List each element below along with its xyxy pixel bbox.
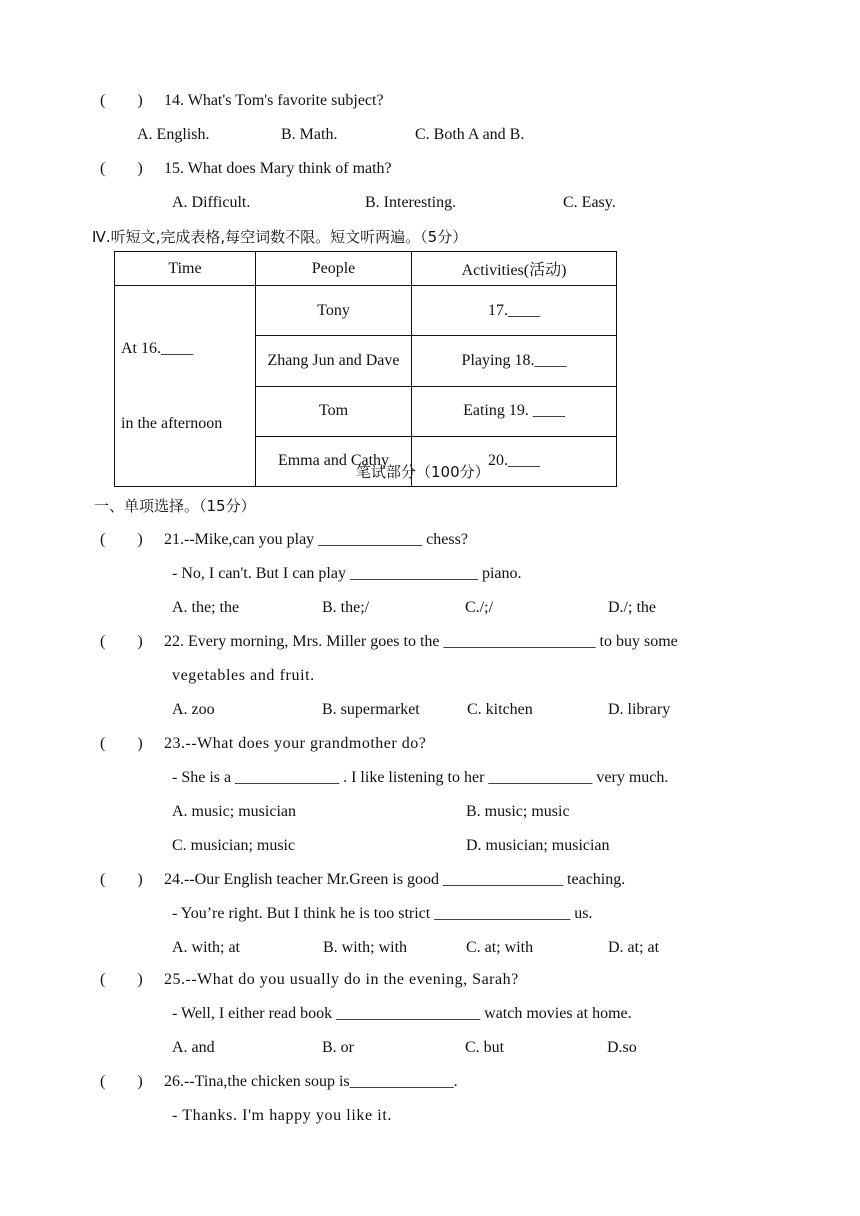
question-26-stem: 26.--Tina,the chicken soup is_____________. [164, 1073, 458, 1090]
table-header-activities: Activities(活动) [412, 252, 617, 286]
q23-option-c: C. musician; music [172, 837, 296, 854]
q25-option-c: C. but [465, 1039, 505, 1056]
q24-option-b: B. with; with [323, 939, 408, 956]
table-header-row [115, 252, 617, 286]
answer-paren-23: ( ) [100, 735, 143, 752]
question-26-reply: - Thanks. I'm happy you like it. [172, 1107, 392, 1124]
q15-option-b: B. Interesting. [365, 194, 457, 211]
q21-option-c: C./;/ [465, 599, 494, 616]
activity-cell: 20.____ [412, 436, 617, 486]
question-24-reply: - You’re right. But I think he is too strict _________________ us. [172, 905, 593, 922]
question-22-line2: vegetables and fruit. [172, 667, 315, 684]
q23-option-b: B. music; music [466, 803, 570, 820]
q25-option-a: A. and [172, 1039, 215, 1056]
question-15-stem: 15. What does Mary think of math? [164, 160, 392, 177]
question-21-reply: - No, I can't. But I can play ________________ piano. [172, 565, 522, 582]
question-23-stem: 23.--What does your grandmother do? [164, 735, 427, 752]
question-14-stem: 14. What's Tom's favorite subject? [164, 92, 384, 109]
question-22-stem: 22. Every morning, Mrs. Miller goes to the ___________________ to buy some [164, 633, 678, 650]
q15-option-c: C. Easy. [563, 194, 616, 211]
time-blank-16: At 16.____ [121, 340, 193, 357]
question-23-reply: - She is a _____________ . I like listening to her _____________ very much. [172, 769, 669, 786]
answer-paren-26: ( ) [100, 1073, 143, 1090]
people-cell: Emma and Cathy [256, 436, 412, 486]
activity-cell: Eating 19. ____ [412, 386, 617, 436]
question-25-reply: - Well, I either read book __________________ watch movies at home. [172, 1005, 632, 1022]
q22-option-b: B. supermarket [322, 701, 420, 718]
q23-option-d: D. musician; musician [466, 837, 610, 854]
table-header-time: Time [115, 252, 256, 286]
q22-option-d: D. library [608, 701, 671, 718]
question-25-stem: 25.--What do you usually do in the evening, Sarah? [164, 971, 519, 988]
q23-option-a: A. music; musician [172, 803, 296, 820]
table-row [115, 286, 617, 336]
q22-option-c: C. kitchen [467, 701, 533, 718]
question-21-stem: 21.--Mike,can you play _____________ chess? [164, 531, 468, 548]
q14-option-b: B. Math. [281, 126, 338, 143]
time-cell [115, 286, 256, 487]
time-afternoon: in the afternoon [121, 415, 223, 432]
people-cell: Tom [256, 386, 412, 436]
activity-cell: Playing 18.____ [412, 336, 617, 386]
q21-option-b: B. the;/ [322, 599, 370, 616]
answer-paren-14: ( ) [100, 92, 143, 109]
q24-option-c: C. at; with [466, 939, 534, 956]
section-iv-heading: Ⅳ.听短文,完成表格,每空词数不限。短文听两遍。（5分） [92, 228, 468, 246]
q22-option-a: A. zoo [172, 701, 215, 718]
q14-option-c: C. Both A and B. [415, 126, 525, 143]
listening-table [114, 251, 617, 487]
q15-option-a: A. Difficult. [172, 194, 251, 211]
q25-option-b: B. or [322, 1039, 354, 1056]
answer-paren-15: ( ) [100, 160, 143, 177]
q21-option-a: A. the; the [172, 599, 240, 616]
answer-paren-21: ( ) [100, 531, 143, 548]
q24-option-a: A. with; at [172, 939, 240, 956]
people-cell: Tony [256, 286, 412, 336]
activity-cell: 17.____ [412, 286, 617, 336]
table-header-people: People [256, 252, 412, 286]
people-cell: Zhang Jun and Dave [256, 336, 412, 386]
answer-paren-22: ( ) [100, 633, 143, 650]
question-24-stem: 24.--Our English teacher Mr.Green is good _______________ teaching. [164, 871, 626, 888]
written-part-title: 笔试部分（100分） [356, 463, 490, 481]
answer-paren-25: ( ) [100, 971, 143, 988]
section-1-heading: 一、单项选择。（15分） [94, 497, 256, 515]
q25-option-d: D.so [607, 1039, 637, 1056]
answer-paren-24: ( ) [100, 871, 143, 888]
q21-option-d: D./; the [608, 599, 656, 616]
q14-option-a: A. English. [137, 126, 210, 143]
q24-option-d: D. at; at [608, 939, 660, 956]
